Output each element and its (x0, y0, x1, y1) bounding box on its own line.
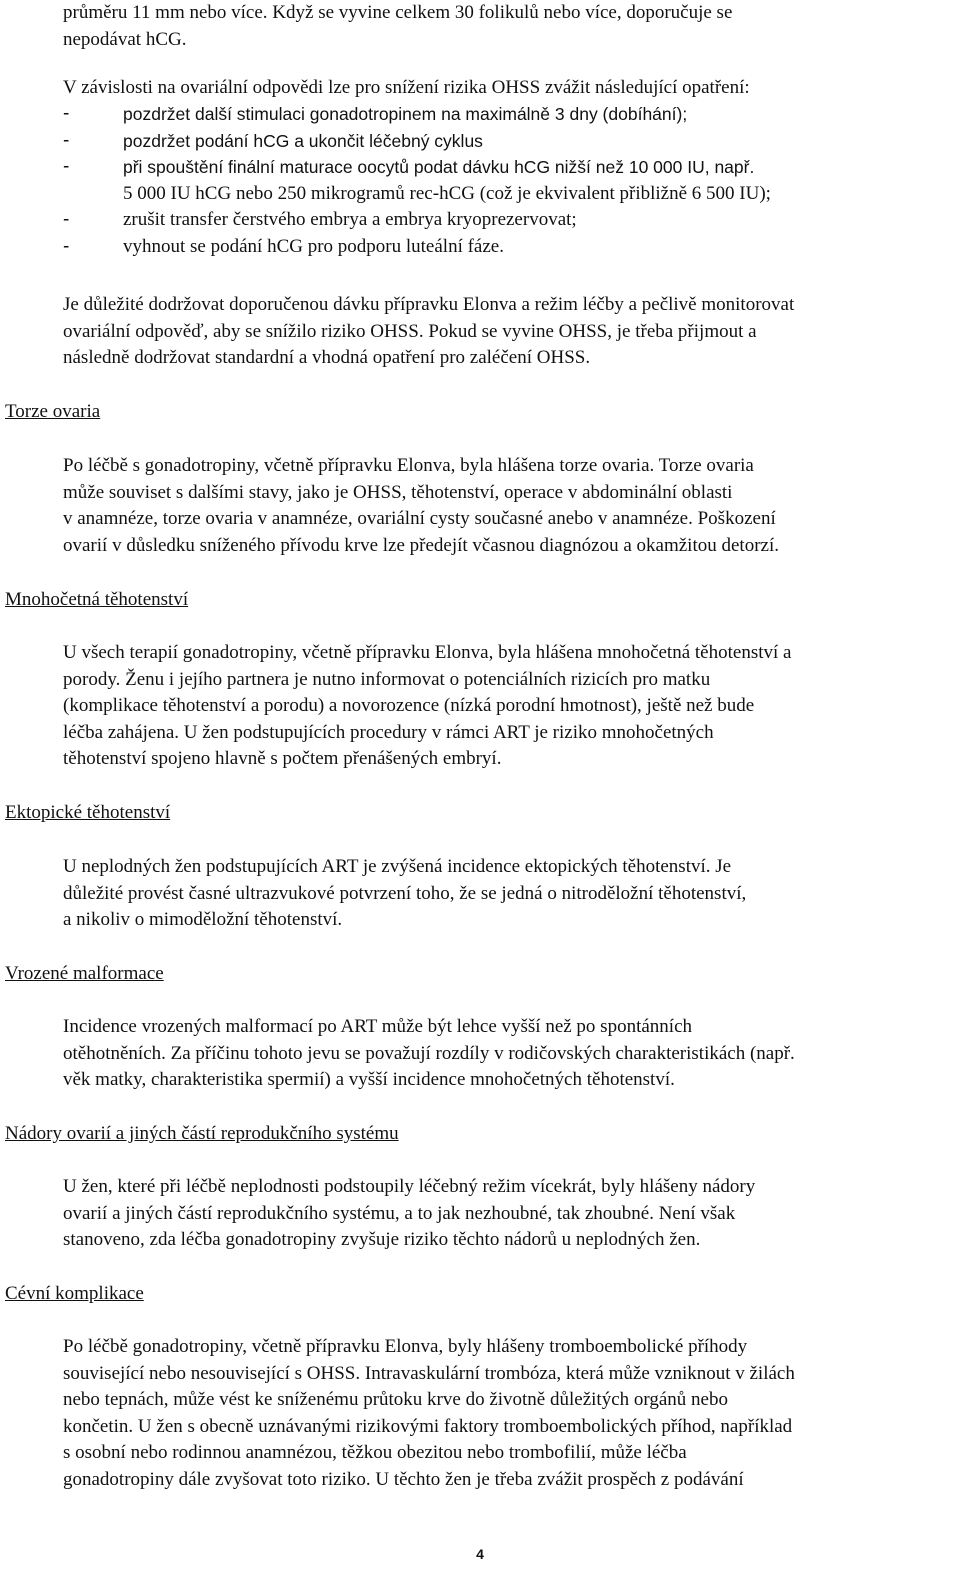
text-line: s osobní nebo rodinnou anamnézou, těžkou obezitou nebo trombofilií, může léčba (63, 1442, 687, 1463)
text-line: pozdržet další stimulaci gonadotropinem na maximálně 3 dny (dobíhání); (123, 104, 688, 124)
text-line: otěhotněních. Za příčinu tohoto jevu se považují rozdíly v rodičovských charakteristikách (např. (63, 1042, 795, 1064)
text-line: (komplikace těhotenství a porodu) a novorozence (nízká porodní hmotnost), ještě než bude (63, 695, 755, 716)
dash-bullet-icon: - (63, 235, 70, 257)
ohss-measures-lead (63, 75, 953, 102)
text-line: nepodávat hCG. (63, 28, 187, 50)
section-body-vascular-complications (63, 1334, 953, 1493)
text-line: U všech terapií gonadotropiny, včetně přípravku Elonva, byla hlášena mnohočetná těhotenství a (63, 642, 792, 663)
text-line: Incidence vrozených malformací po ART může být lehce vyšší než po spontánních (63, 1016, 693, 1037)
text-line: nebo tepnách, může vést ke sníženému průtoku krve do životně důležitých orgánů nebo (63, 1389, 728, 1410)
list-item (63, 154, 953, 207)
text-line: končetin. U žen s obecně uznávanými rizikovými faktory tromboembolických příhod, například (63, 1415, 793, 1437)
section-heading-ovarian-torsion: Torze ovaria (5, 401, 101, 422)
section-heading-tumours: Nádory ovarií a jiných částí reprodukčního systému (5, 1123, 399, 1144)
text-line: Po léčbě gonadotropiny, včetně přípravku Elonva, byly hlášeny tromboembolické příhody (63, 1336, 748, 1357)
section-heading-ectopic-pregnancy: Ektopické těhotenství (5, 802, 171, 823)
dash-bullet-icon: - (63, 156, 70, 177)
text-line: ovarií a jiných částí reprodukčního systému, a to jak nezhoubné, tak zhoubné. Není však (63, 1202, 736, 1224)
text-line: následně dodržovat standardní a vhodná opatření pro zaléčení OHSS. (63, 347, 591, 368)
section-body-tumours (63, 1174, 953, 1254)
text-line: související nebo nesouvisející s OHSS. Intravaskulární trombóza, která může vzniknout v žilách (63, 1362, 795, 1384)
text-line: 5 000 IU hCG nebo 250 mikrogramů rec-hCG (což je ekvivalent přibližně 6 500 IU); (123, 182, 771, 204)
dash-bullet-icon: - (63, 103, 70, 124)
list-item (63, 101, 953, 128)
text-line: V závislosti na ovariální odpovědi lze pro snížení rizika OHSS zvážit následující opatření: (63, 77, 750, 98)
dash-bullet-icon: - (63, 209, 70, 230)
page-number: 4 (476, 1546, 484, 1562)
text-line: stanoveno, zda léčba gonadotropiny zvyšuje riziko těchto nádorů u neplodných žen. (63, 1229, 701, 1250)
text-line: Po léčbě s gonadotropiny, včetně přípravku Elonva, byla hlášena torze ovaria. Torze ovaria (63, 455, 754, 476)
text-line: ovariální odpověď, aby se snížilo riziko OHSS. Pokud se vyvine OHSS, je třeba přijmout a (63, 320, 757, 342)
text-line: gonadotropiny dále zvyšovat toto riziko. U těchto žen je třeba zvážit prospěch z podávání (63, 1468, 744, 1490)
text-line: důležité provést časné ultrazvukové potvrzení toho, že se jedná o nitroděložní těhotenství, (63, 882, 747, 904)
text-line: léčba zahájena. U žen podstupujících procedury v rámci ART je riziko mnohočetných (63, 721, 714, 743)
text-line: průměru 11 mm nebo více. Když se vyvine celkem 30 folikulů nebo více, doporučuje se (63, 2, 733, 23)
section-heading-vascular-complications: Cévní komplikace (5, 1283, 144, 1304)
text-line: zrušit transfer čerstvého embrya a embrya kryoprezervovat; (123, 209, 577, 230)
section-body-ovarian-torsion (63, 453, 953, 559)
text-line: Je důležité dodržovat doporučenou dávku přípravku Elonva a režim léčby a pečlivě monitorovat (63, 294, 795, 315)
list-item (63, 234, 953, 261)
text-line: v anamnéze, torze ovaria v anamnéze, ovariální cysty současné anebo v anamnéze. Poškození (63, 508, 776, 529)
text-line: může souviset s dalšími stavy, jako je OHSS, těhotenství, operace v abdominální oblasti (63, 481, 733, 503)
text-line: ovarií v důsledku sníženého přívodu krve lze předejít včasnou diagnózou a okamžitou detorzí. (63, 534, 779, 556)
text-line: pozdržet podání hCG a ukončit léčebný cyklus (123, 130, 483, 151)
text-line: těhotenství spojeno hlavně s počtem přenášených embryí. (63, 748, 502, 769)
text-line: U žen, které při léčbě neplodnosti podstoupily léčebný režim vícekrát, byly hlášeny nádory (63, 1176, 756, 1197)
section-body-ectopic-pregnancy (63, 854, 953, 934)
section-body-multiple-pregnancy (63, 640, 953, 773)
section-heading-multiple-pregnancy: Mnohočetná těhotenství (5, 589, 189, 610)
dash-bullet-icon: - (63, 129, 70, 151)
text-line: věk matky, charakteristika spermií) a vyšší incidence mnohočetných těhotenství. (63, 1069, 675, 1090)
ohss-measures-list (63, 101, 953, 260)
list-item (63, 207, 953, 234)
text-line: U neplodných žen podstupujících ART je zvýšená incidence ektopických těhotenství. Je (63, 856, 732, 877)
text-line: vyhnout se podání hCG pro podporu luteální fáze. (123, 235, 504, 257)
text-line: porody. Ženu i jejího partnera je nutno informovat o potenciálních rizicích pro matku (63, 668, 711, 690)
text-line: a nikoliv o mimoděložní těhotenství. (63, 909, 343, 930)
section-body-congenital-malformations (63, 1014, 953, 1094)
text-line: při spouštění finální maturace oocytů podat dávku hCG nižší než 10 000 IU, např. (123, 157, 755, 177)
ohss-dosage-note (63, 292, 953, 372)
list-item (63, 128, 953, 155)
intro-paragraph (63, 0, 953, 53)
section-heading-congenital-malformations: Vrozené malformace (5, 963, 164, 984)
